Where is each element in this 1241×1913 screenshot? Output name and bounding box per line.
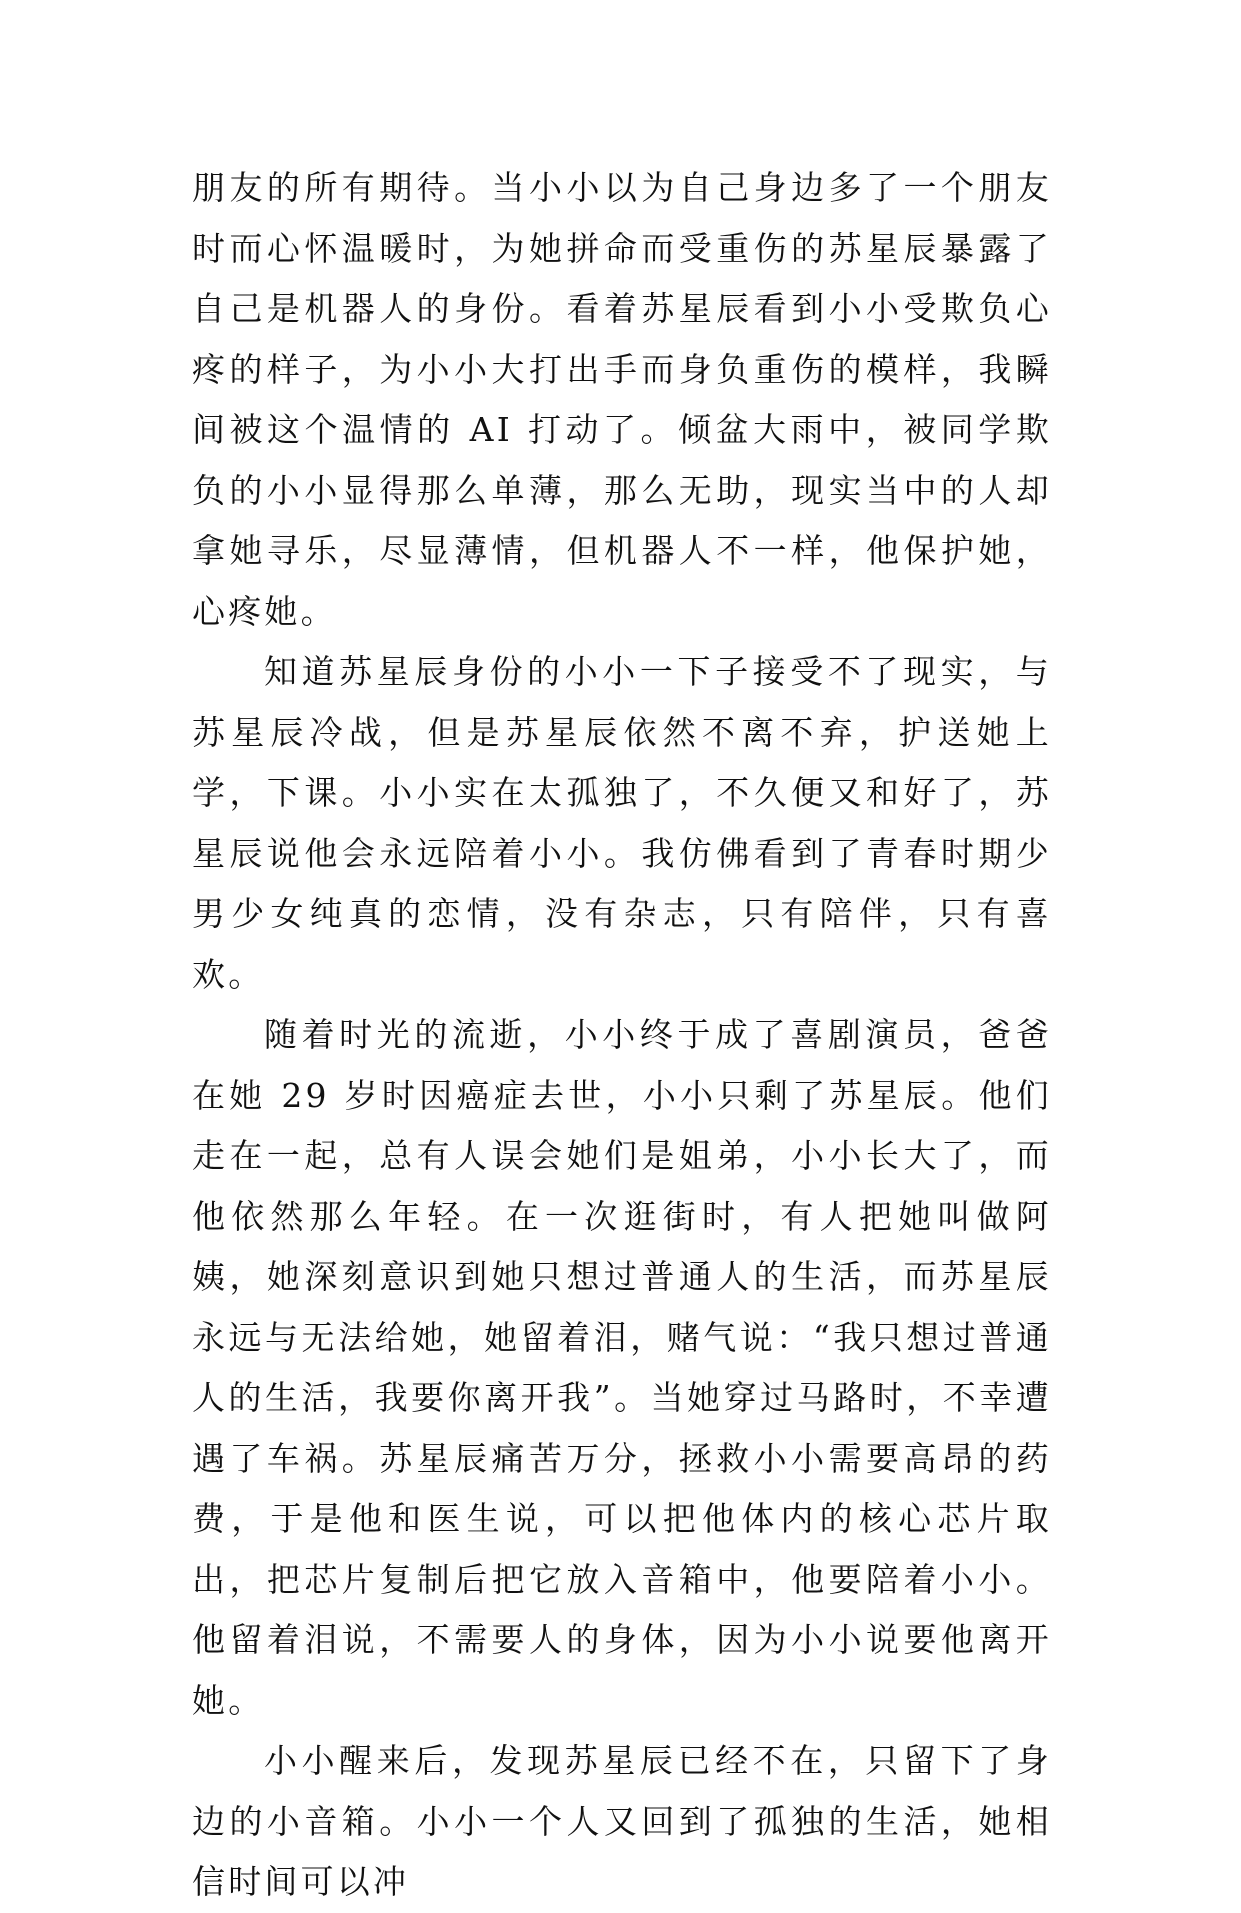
paragraph-1: 朋友的所有期待。当小小以为自己身边多了一个朋友时而心怀温暖时，为她拼命而受重伤的苏星辰暴露了自己是机器人的身份。看着苏星辰看到小小受欺负心疼的样子，为小小大打出手而身负重伤的模样，我瞬间被这个温情的 AI 打动了。倾盆大雨中，被同学欺负的小小显得那么单薄，那么无助，现实当中的人却拿她寻乐，尽显薄情，但机器人不一样，他保护她，心疼她。	[192, 168, 1052, 631]
paragraph-2: 知道苏星辰身份的小小一下子接受不了现实，与苏星辰冷战，但是苏星辰依然不离不弃，护送她上学，下课。小小实在太孤独了，不久便又和好了，苏星辰说他会永远陪着小小。我仿佛看到了青春时期少男少女纯真的恋情，没有杂志，只有陪伴，只有喜欢。	[192, 652, 1052, 994]
document-body	[192, 158, 1052, 1913]
paragraph-3: 随着时光的流逝，小小终于成了喜剧演员，爸爸在她 29 岁时因癌症去世，小小只剩了苏星辰。他们走在一起，总有人误会她们是姐弟，小小长大了，而他依然那么年轻。在一次逛街时，有人把她叫做阿姨，她深刻意识到她只想过普通人的生活，而苏星辰永远与无法给她，她留着泪，赌气说：“我只想过普通人的生活，我要你离开我”。当她穿过马路时，不幸遭遇了车祸。苏星辰痛苦万分，拯救小小需要高昂的药费，于是他和医生说，可以把他体内的核心芯片取出，把芯片复制后把它放入音箱中，他要陪着小小。他留着泪说，不需要人的身体，因为小小说要他离开她。	[192, 1015, 1052, 1720]
paragraph-4: 小小醒来后，发现苏星辰已经不在，只留下了身边的小音箱。小小一个人又回到了孤独的生活，她相信时间可以冲	[192, 1741, 1052, 1901]
